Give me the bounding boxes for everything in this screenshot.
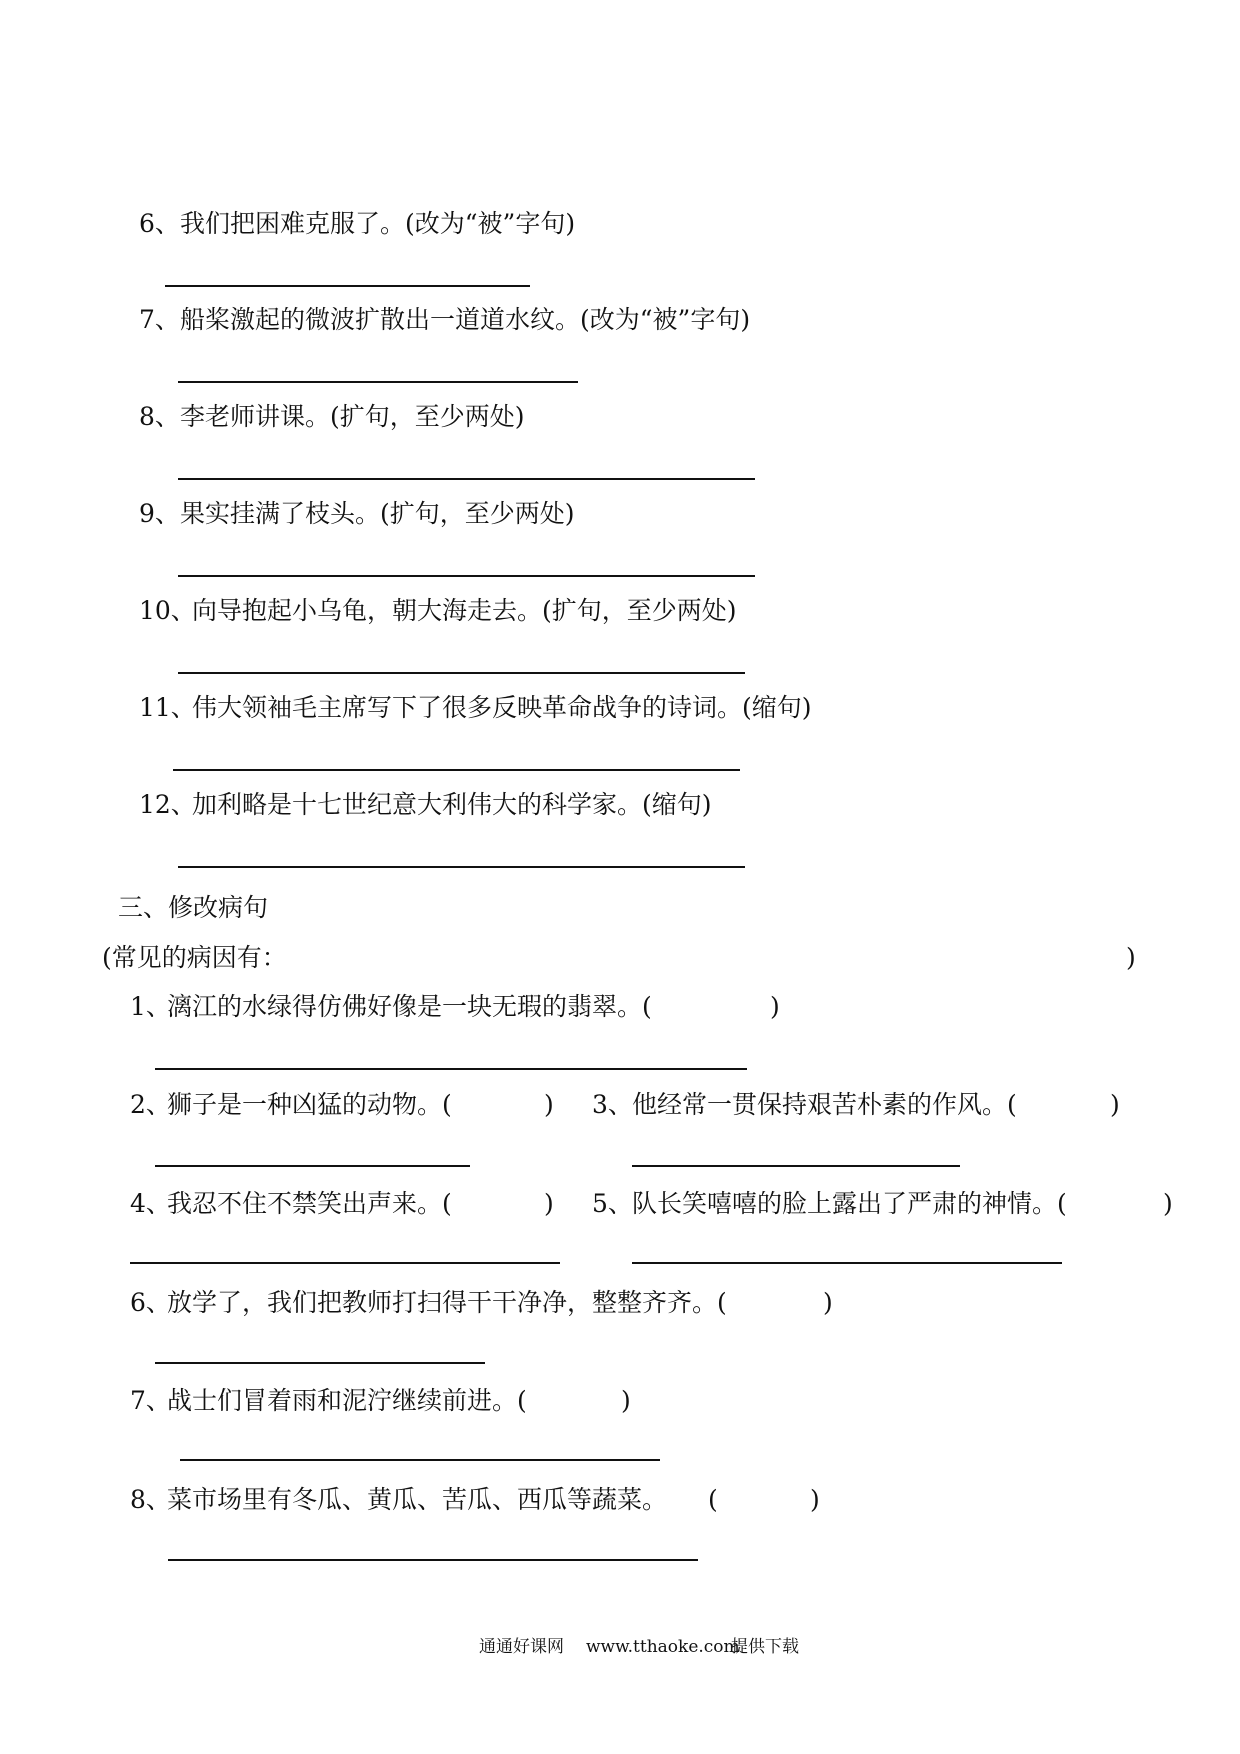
s3-item-1-text: 漓江的水绿得仿佛好像是一块无瑕的翡翠。(: [167, 992, 652, 1021]
s3-item-2-answer-line: [155, 1165, 470, 1167]
s2-item-12-answer-line: [178, 866, 745, 868]
s2-item-7-num: 7、: [139, 305, 180, 334]
s2-item-12-text: 加利略是十七世纪意大利伟大的科学家。(缩句): [192, 790, 712, 819]
s3-item-5-text: 队长笑嘻嘻的脸上露出了严肃的神情。(: [632, 1189, 1067, 1218]
s3-item-4-close-paren: ): [544, 1189, 554, 1218]
s2-item-8-num: 8、: [139, 402, 180, 431]
s3-item-8-close-paren: ): [810, 1485, 820, 1514]
s2-item-11-num: 11、: [139, 693, 196, 722]
s2-item-6-num: 6、: [139, 209, 180, 238]
s2-item-8-answer-line: [178, 478, 755, 480]
footer-suffix: 提供下载: [731, 1637, 799, 1657]
s3-item-4-answer-line: [130, 1262, 560, 1264]
footer-url[interactable]: www.tthaoke.com: [586, 1637, 740, 1657]
s3-item-3-close-paren: ): [1110, 1090, 1120, 1119]
s2-item-9-text: 果实挂满了枝头。(扩句，至少两处): [180, 499, 575, 528]
s2-item-8-text: 李老师讲课。(扩句，至少两处): [180, 402, 525, 431]
s2-item-9-answer-line: [178, 575, 755, 577]
s3-item-7-answer-line: [180, 1459, 660, 1461]
s3-item-6-answer-line: [155, 1362, 485, 1364]
s3-item-4-text: 我忍不住不禁笑出声来。(: [167, 1189, 452, 1218]
s2-item-7-text: 船桨激起的微波扩散出一道道水纹。(改为“被”字句): [180, 305, 751, 334]
s3-item-7-close-paren: ): [621, 1386, 631, 1415]
causes-close-paren: ): [1126, 943, 1136, 972]
s3-item-2-close-paren: ): [544, 1090, 554, 1119]
s3-item-7-num: 7、: [130, 1386, 171, 1415]
s2-item-12-num: 12、: [139, 790, 196, 819]
s2-item-6-answer-line: [165, 285, 530, 287]
s3-item-6-close-paren: ): [823, 1288, 833, 1317]
s2-item-10-answer-line: [178, 672, 745, 674]
section3-heading: 三、修改病句: [118, 893, 269, 922]
s3-item-5-answer-line: [632, 1262, 1062, 1264]
s2-item-6-text: 我们把困难克服了。(改为“被”字句): [180, 209, 576, 238]
s3-item-3-text: 他经常一贯保持艰苦朴素的作风。(: [632, 1090, 1017, 1119]
s3-item-8-text: 菜市场里有冬瓜、黄瓜、苦瓜、西瓜等蔬菜。: [167, 1485, 668, 1514]
s2-item-11-text: 伟大领袖毛主席写下了很多反映革命战争的诗词。(缩句): [192, 693, 812, 722]
s3-item-8-answer-line: [168, 1559, 698, 1561]
s3-item-6-num: 6、: [130, 1288, 171, 1317]
s2-item-9-num: 9、: [139, 499, 180, 528]
s2-item-7-answer-line: [178, 381, 578, 383]
s2-item-11-answer-line: [173, 769, 740, 771]
s3-item-4-num: 4、: [130, 1189, 171, 1218]
causes-label: (常见的病因有：: [102, 943, 287, 972]
s3-item-3-answer-line: [632, 1165, 960, 1167]
s3-item-3-num: 3、: [592, 1090, 633, 1119]
s3-item-8-num: 8、: [130, 1485, 171, 1514]
s3-item-2-text: 狮子是一种凶猛的动物。(: [167, 1090, 452, 1119]
s3-item-2-num: 2、: [130, 1090, 171, 1119]
s2-item-10-text: 向导抱起小乌龟，朝大海走去。(扩句，至少两处): [192, 596, 737, 625]
s3-item-1-answer-line: [155, 1068, 747, 1070]
s2-item-10-num: 10、: [139, 596, 196, 625]
s3-item-5-close-paren: ): [1163, 1189, 1173, 1218]
s3-item-6-text: 放学了，我们把教师打扫得干干净净，整整齐齐。(: [167, 1288, 727, 1317]
footer-site-name: 通通好课网: [479, 1637, 564, 1657]
s3-item-8-open-paren: (: [708, 1485, 718, 1514]
s3-item-1-close-paren: ): [770, 992, 780, 1021]
s3-item-1-num: 1、: [130, 992, 171, 1021]
s3-item-7-text: 战士们冒着雨和泥泞继续前进。(: [167, 1386, 527, 1415]
s3-item-5-num: 5、: [592, 1189, 633, 1218]
